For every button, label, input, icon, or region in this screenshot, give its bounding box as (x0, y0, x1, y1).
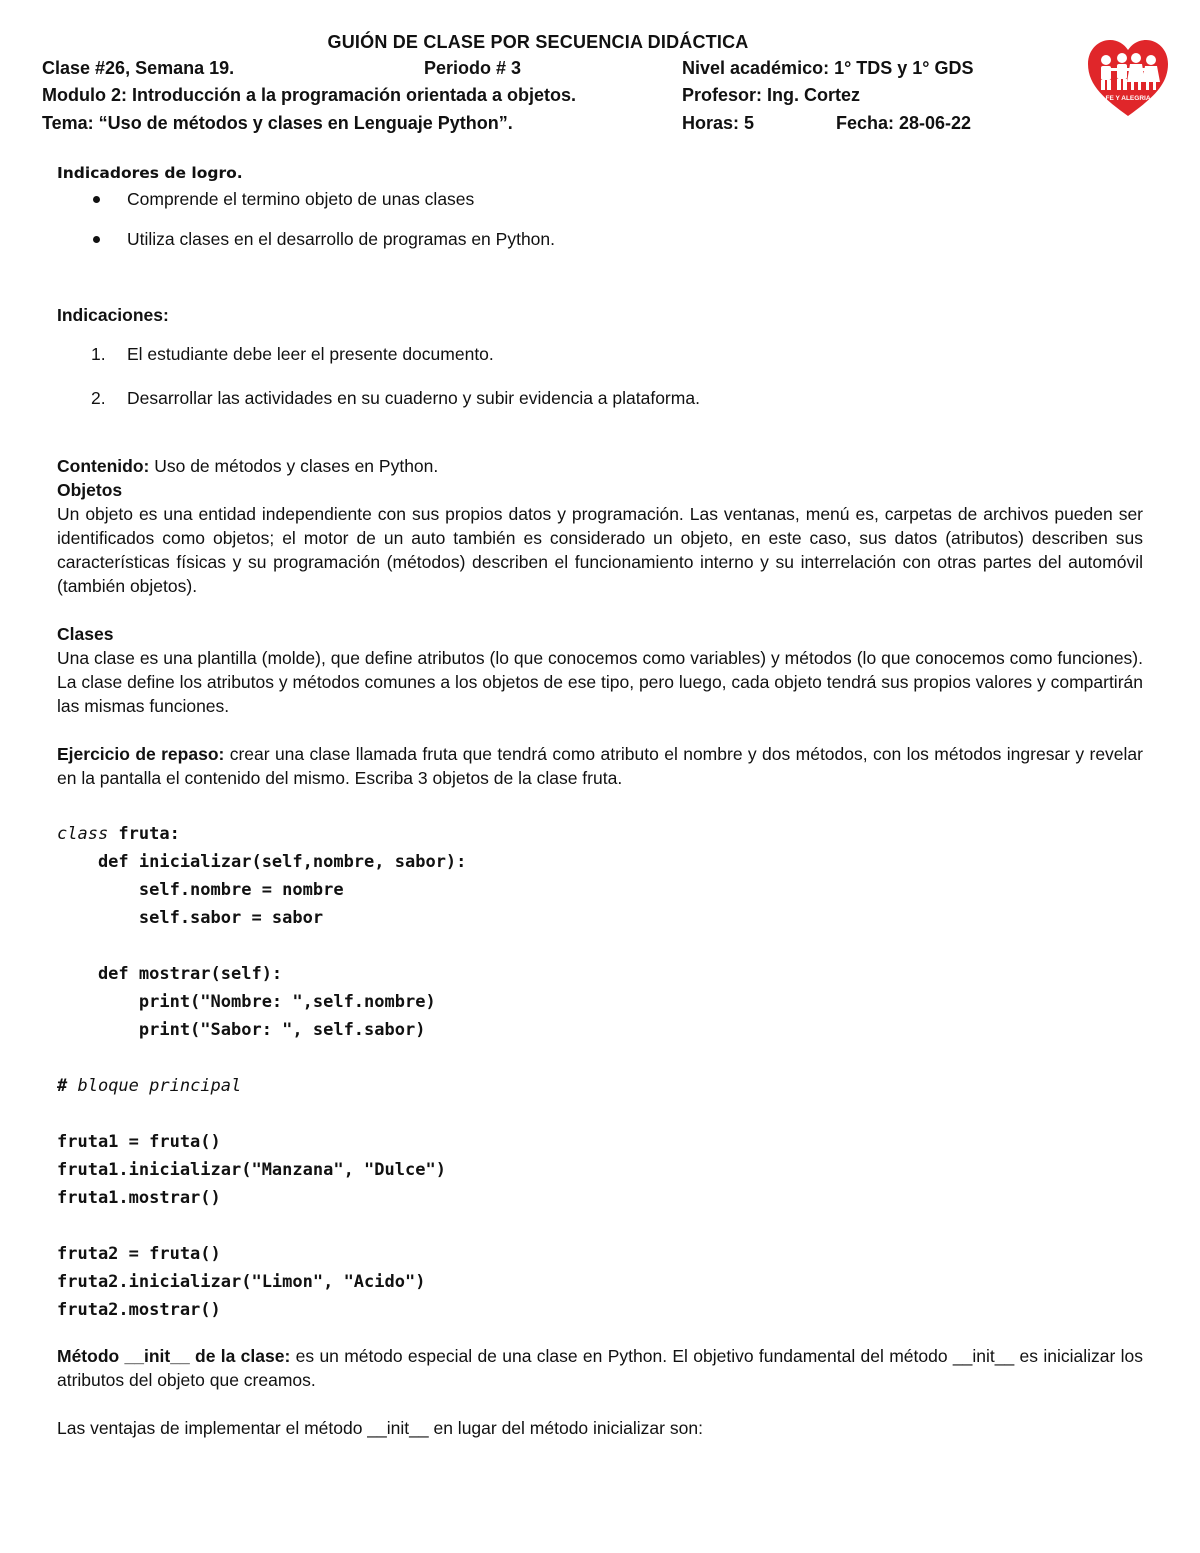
modulo-label: Modulo 2: Introducción a la programación orientada a objetos. (42, 85, 577, 105)
clases-paragraph: Una clase es una plantilla (molde), que define atributos (lo que conocemos como variables) y métodos (lo que conocemos como funciones). La clase define los atributos y métodos comunes a los objetos de ese tipo, pero luego, cada objeto tendrá sus propios valores y compartirán las mismas funciones. (57, 648, 1143, 716)
code-class-name: fruta: (108, 824, 180, 844)
python-code-block (57, 820, 1143, 1324)
indicadores-list (57, 187, 1143, 251)
horas-label: Horas: 5 (682, 113, 755, 133)
document-title: GUIÓN DE CLASE POR SECUENCIA DIDÁCTICA (327, 32, 749, 52)
ventajas-paragraph: Las ventajas de implementar el método __init__ en lugar del método inicializar son: (57, 1418, 703, 1438)
indicaciones-list (57, 342, 1143, 410)
indicaciones-heading: Indicaciones: (57, 305, 169, 325)
code-comment-hash: # (57, 1076, 68, 1096)
metodo-init-paragraph: Método __init__ de la clase: es un método especial de una clase en Python. El objetivo fundamental del método __init__ es inicializar los atributos del objeto que creamos. (57, 1346, 1143, 1390)
profesor-label: Profesor: Ing. Cortez (682, 85, 861, 105)
contenido-line: Contenido: Uso de métodos y clases en Python. (57, 456, 439, 476)
tema-label: Tema: “Uso de métodos y clases en Lenguaje Python”. (42, 113, 513, 133)
indicadores-heading: Indicadores de logro. (57, 164, 243, 182)
code-class-keyword: class (57, 824, 109, 844)
list-item: Comprende el termino objeto de unas clases (57, 187, 1143, 211)
list-item: 2. Desarrollar las actividades en su cuaderno y subir evidencia a plataforma. (91, 388, 700, 408)
objetos-paragraph: Un objeto es una entidad independiente con sus propios datos y programación. Las ventanas, menú es, carpetas de archivos pueden ser identificados como objetos; el motor de un auto también es considerado un objeto, en este caso, sus datos (atributos) describen sus características físicas y su programación (métodos) describen el funcionamiento interno y su interrelación con otras partes del automóvil (también objetos). (57, 504, 1143, 596)
logo-text: FE Y ALEGRIA (1105, 95, 1151, 102)
objetos-heading: Objetos (57, 480, 123, 500)
list-item: 1. El estudiante debe leer el presente documento. (91, 344, 494, 364)
fecha-label: Fecha: 28-06-22 (836, 113, 972, 133)
fe-y-alegria-logo (1086, 38, 1170, 118)
list-item: Utiliza clases en el desarrollo de programas en Python. (57, 227, 1143, 251)
clases-heading: Clases (57, 624, 114, 644)
clase-label: Clase #26, Semana 19. (42, 58, 235, 78)
ejercicio-paragraph: Ejercicio de repaso: crear una clase llamada fruta que tendrá como atributo el nombre y dos métodos, con los métodos ingresar y revelar en la pantalla el contenido del mismo. Escriba 3 objetos de la clase fruta. (57, 744, 1143, 788)
document-body (57, 160, 1143, 1440)
periodo-label: Periodo # 3 (424, 58, 522, 78)
code-methods: def inicializar(self,nombre, sabor): self.nombre = nombre self.sabor = sabor def mostrar(self): print("Nombre: ",self.nombre) print("Sabor: ", self.sabor) (97, 852, 467, 1040)
nivel-label: Nivel académico: 1° TDS y 1° GDS (682, 58, 974, 78)
code-main-block: fruta1 = fruta() fruta1.inicializar("Manzana", "Dulce") fruta1.mostrar() fruta2 = fruta() fruta2.inicializar("Limon", "Acido") fruta2.mostrar() (57, 1132, 446, 1320)
code-comment: bloque principal (67, 1076, 242, 1096)
